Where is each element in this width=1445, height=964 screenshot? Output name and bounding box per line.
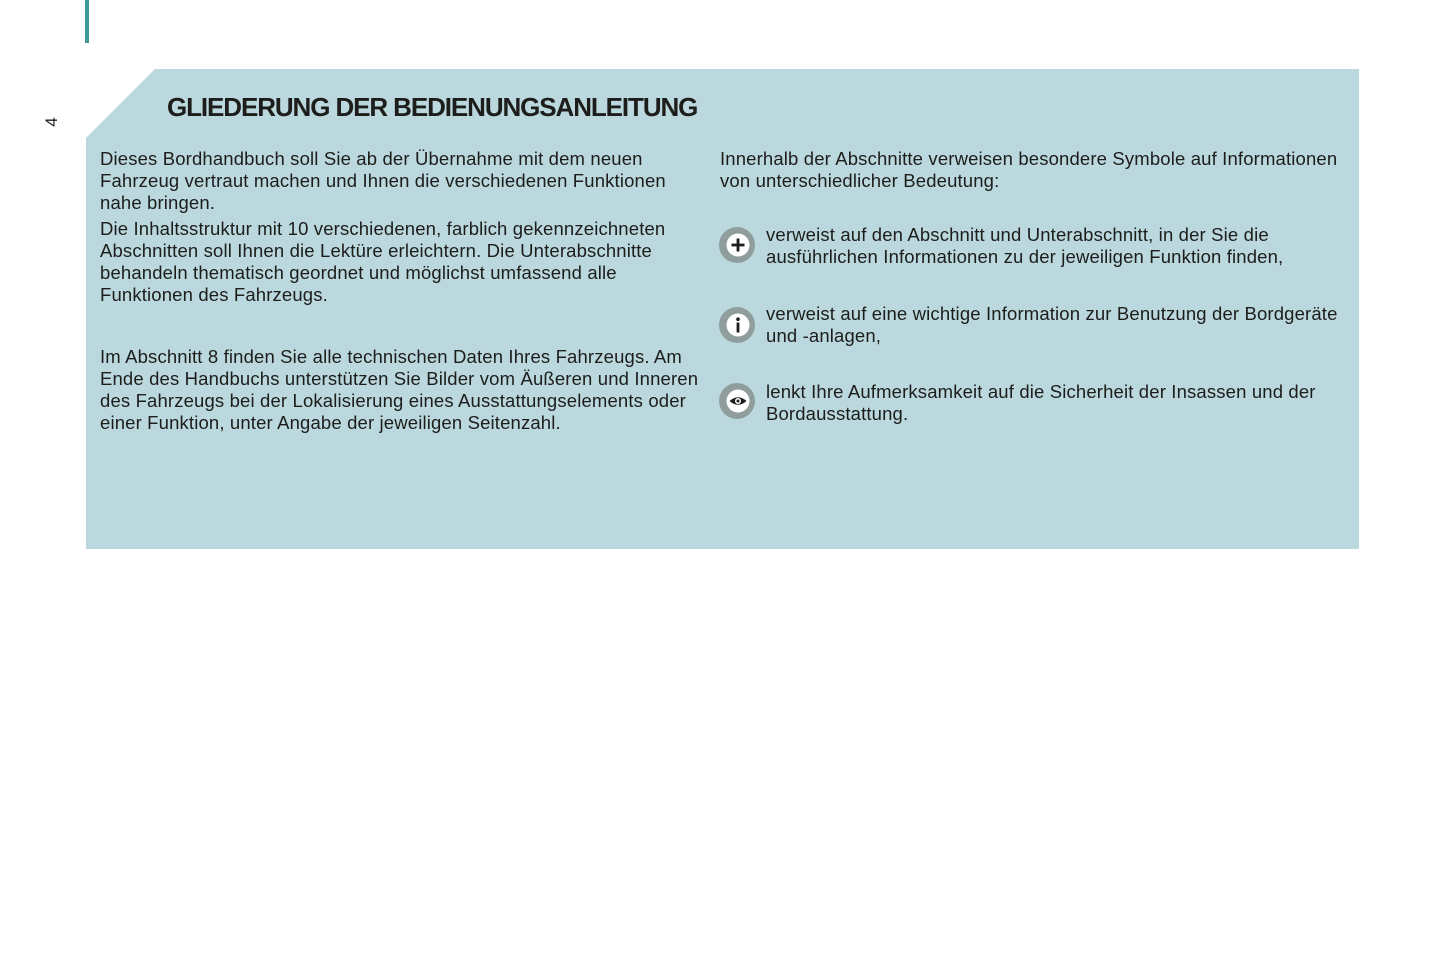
paragraph-technical-data: Im Abschnitt 8 finden Sie alle technischen Daten Ihres Fahrzeugs. Am Ende des Handbuchs unterstützen Sie Bilder vom Äußeren und Inneren des Fahrzeugs bei der Lokalisierung eines Ausstattungselements oder einer Funktion, unter Angabe der jeweiligen Seitenzahl.	[100, 346, 699, 433]
plus-icon	[718, 226, 756, 264]
page-number: 4	[42, 117, 61, 127]
symbol-text-plus: verweist auf den Abschnitt und Unterabschnitt, in der Sie die ausführlichen Informationen zu der jeweiligen Funktion finden,	[766, 224, 1284, 267]
symbols-intro: Innerhalb der Abschnitte verweisen besondere Symbole auf Informationen von unterschiedlicher Bedeutung:	[720, 148, 1338, 191]
page-edge-marker	[85, 0, 89, 43]
symbol-text-info: verweist auf eine wichtige Information zur Benutzung der Bordgeräte und -anlagen,	[766, 303, 1338, 346]
section-title: GLIEDERUNG DER BEDIENUNGSANLEITUNG	[167, 92, 698, 122]
info-icon	[718, 306, 756, 344]
symbol-text-eye: lenkt Ihre Aufmerksamkeit auf die Sicherheit der Insassen und der Bordausstattung.	[766, 381, 1316, 424]
left-column	[100, 148, 710, 434]
paragraph-structure: Die Inhaltsstruktur mit 10 verschiedenen, farblich gekennzeichneten Abschnitten soll Ihnen die Lektüre erleichtern. Die Unterabschnitte behandeln thematisch geordnet und möglichst umfassend alle Funktionen des Fahrzeugs.	[100, 218, 666, 305]
paragraph-intro: Dieses Bordhandbuch soll Sie ab der Übernahme mit dem neuen Fahrzeug vertraut machen und Ihnen die verschiedenen Funktionen nahe bringen.	[100, 148, 666, 213]
symbol-item-info	[718, 303, 1348, 353]
eye-icon	[718, 382, 756, 420]
symbol-item-eye	[718, 381, 1348, 431]
symbol-item-plus	[718, 224, 1348, 274]
